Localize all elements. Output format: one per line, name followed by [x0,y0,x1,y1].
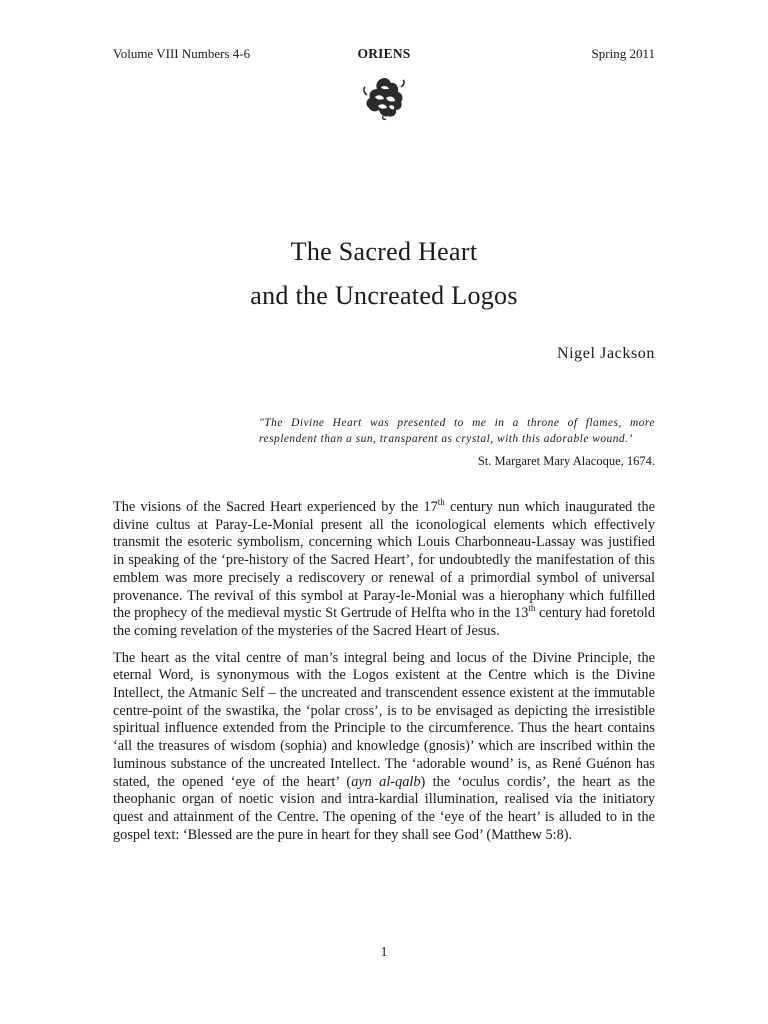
paragraph-2: The heart as the vital centre of man’s integral being and locus of the Divine Principle, the eternal Word, is synonymous with the Logos existent at the Centre which is the Divine Intellect, the Atmanic Self – the uncreated and transcendent essence existent at the immutable centre-point of the swastika, the ‘polar cross’, is to be envisaged as depicting the irresistible spiritual influence extended from the Principle to the circumference. Thus the heart contains ‘all the treasures of wisdom (sophia) and knowledge (gnosis)’ which are inscribed within the luminous substance of the uncreated Intellect. The ‘adorable wound’ is, as René Guénon has stated, the opened ‘eye of the heart’ (ayn al-qalb) the ‘oculus cordis’, the heart as the theophanic organ of noetic vision and intra-kardial illumination, realised via the initiatory quest and attainment of the Centre. The opening of the ‘eye of the heart’ is alluded to in the gospel text: ‘Blessed are the pure in heart for they shall see God’ (Matthew 5:8). [113,649,655,843]
journal-name: ORIENS [357,46,411,61]
running-header [113,46,655,66]
volume-label: Volume VIII Numbers 4-6 [113,46,251,61]
dragon-emblem-icon [362,75,406,121]
article-title-line-2: and the Uncreated Logos [250,281,518,310]
epigraph-attribution: St. Margaret Mary Alacoque, 1674. [477,454,655,468]
page-number: 1 [380,945,388,960]
author-name: Nigel Jackson [556,345,655,362]
issue-date: Spring 2011 [591,46,655,61]
article-body [113,499,655,853]
epigraph-quote: "The Divine Heart was presented to me in a throne of flames, more resplendent than a sun, transparent as crystal, with this adorable wound.’ [259,417,655,445]
paragraph-1: The visions of the Sacred Heart experienced by the 17th century nun which inaugurated the divine cultus at Paray-Le-Monial present all the iconological elements which effectively transmit the esoteric symbolism, concerning which Louis Charbonneau-Lassay was justified in speaking of the ‘pre-history of the Sacred Heart’, for undoubtedly the manifestation of this emblem was more precisely a rediscovery or renewal of a primordial symbol of universal provenance. The revival of this symbol at Paray-le-Monial was a hierophany which fulfilled the prophecy of the medieval mystic St Gertrude of Helfta who in the 13th century had foretold the coming revelation of the mysteries of the Sacred Heart of Jesus. [113,497,656,639]
article-title-line-1: The Sacred Heart [290,237,478,266]
